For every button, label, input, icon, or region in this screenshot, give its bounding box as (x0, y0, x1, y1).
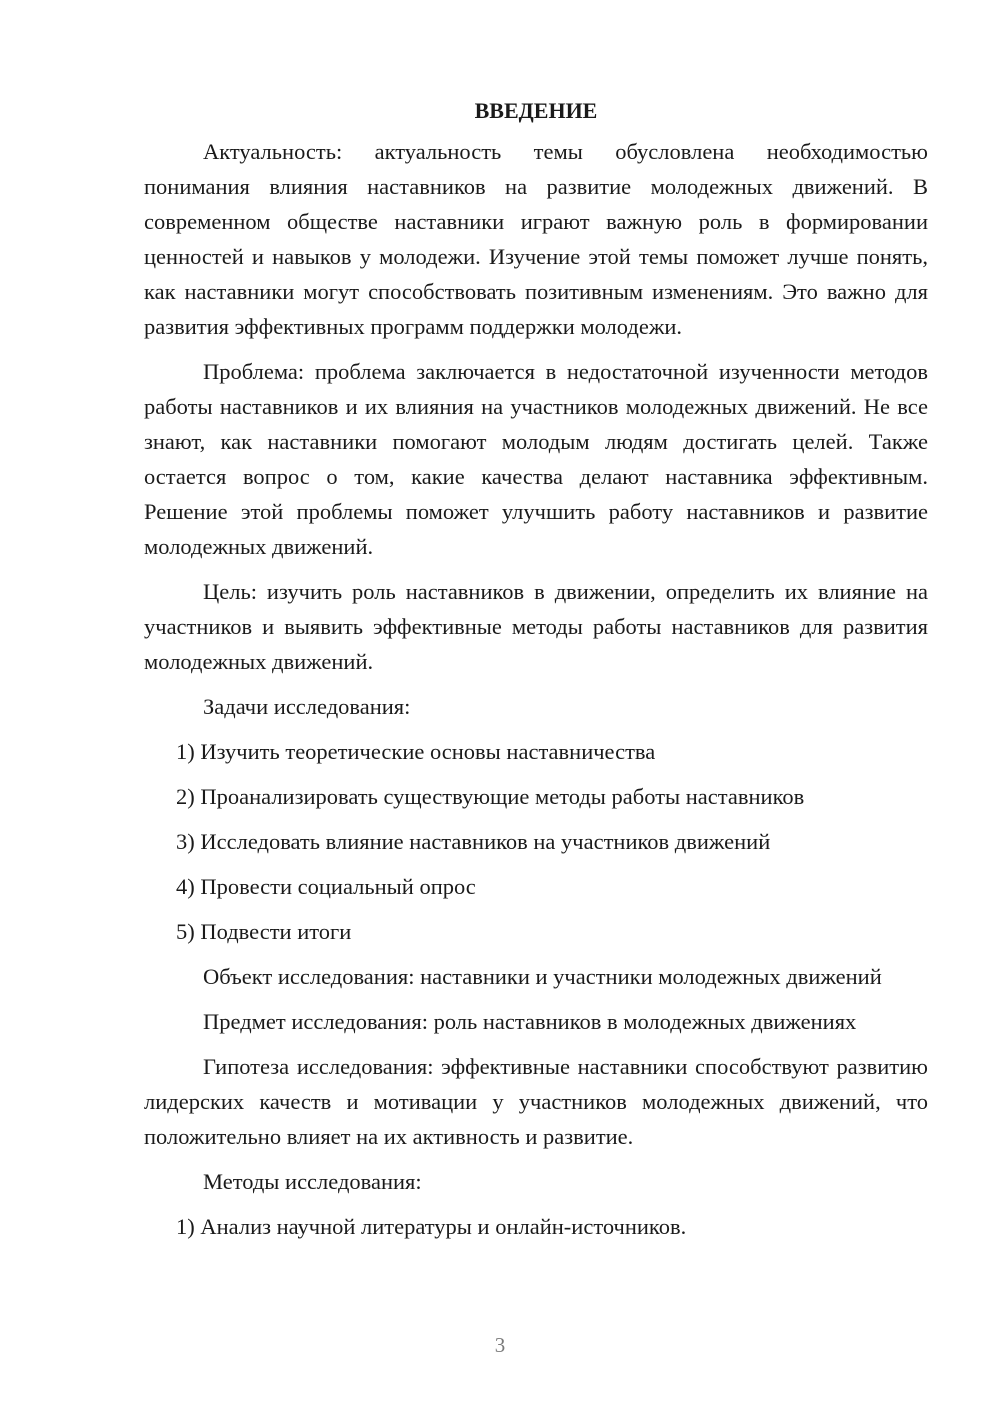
page-number: 3 (494, 1333, 506, 1357)
paragraph-relevance: Актуальность: актуальность темы обусловлена необходимостью понимания влияния наставников на развитие молодежных движений. В современном обществе наставники играют важную роль в формировании ценностей и навыков у молодежи. Изучение этой темы поможет лучше понять, как наставники могут способствовать позитивным изменениям. Это важно для развития эффективных программ поддержки молодежи. (144, 139, 928, 339)
task-item: 5) Подвести итоги (176, 919, 352, 944)
methods-list (144, 1209, 928, 1244)
tasks-title: Задачи исследования: (203, 694, 411, 719)
task-item: 1) Изучить теоретические основы наставничества (176, 739, 656, 764)
section-heading: ВВЕДЕНИЕ (474, 98, 598, 123)
paragraph-object: Объект исследования: наставники и участники молодежных движений (203, 964, 882, 989)
task-item: 2) Проанализировать существующие методы работы наставников (176, 784, 805, 809)
task-item: 3) Исследовать влияние наставников на участников движений (176, 829, 771, 854)
methods-title: Методы исследования: (203, 1169, 422, 1194)
paragraph-goal: Цель: изучить роль наставников в движении, определить их влияние на участников и выявить эффективные методы работы наставников для развития молодежных движений. (144, 579, 928, 674)
tasks-list (144, 734, 928, 949)
paragraph-hypothesis: Гипотеза исследования: эффективные наставники способствуют развитию лидерских качеств и мотивации у участников молодежных движений, что положительно влияет на их активность и развитие. (144, 1054, 928, 1149)
document-body (144, 94, 928, 1254)
method-item: 1) Анализ научной литературы и онлайн-источников. (176, 1214, 687, 1239)
paragraph-problem: Проблема: проблема заключается в недостаточной изученности методов работы наставников и их влияния на участников молодежных движений. Не все знают, как наставники помогают молодым людям достигать целей. Также остается вопрос о том, какие качества делают наставника эффективным. Решение этой проблемы поможет улучшить работу наставников и развитие молодежных движений. (144, 359, 928, 559)
task-item: 4) Провести социальный опрос (176, 874, 476, 899)
paragraph-subject: Предмет исследования: роль наставников в молодежных движениях (203, 1009, 857, 1034)
